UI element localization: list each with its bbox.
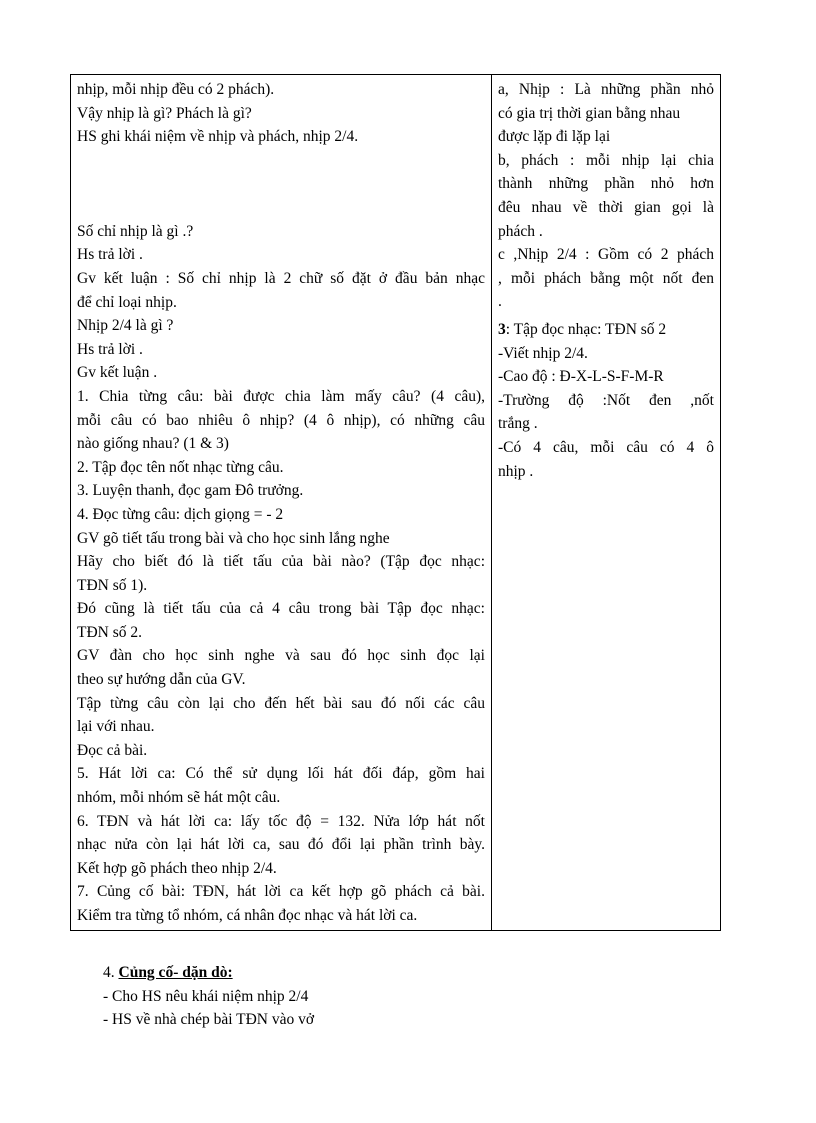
text-line: . (498, 293, 502, 311)
text-line: được lặp đi lặp lại (498, 128, 611, 146)
text-line: Vậy nhịp là gì? Phách là gì? (77, 104, 252, 122)
text-line: , mỗi phách bằng một nốt đen (498, 269, 714, 287)
text-line: Gv kết luận : Số chỉ nhịp là 2 chữ số đặt ở đầu bản nhạc (77, 269, 485, 287)
text-line: Kết hợp gõ phách theo nhịp 2/4. (77, 859, 277, 877)
consolidation-section (103, 961, 314, 1032)
section-number: 3 (498, 320, 506, 338)
text-line: có gia trị thời gian bằng nhau (498, 104, 681, 122)
footer-heading-label: Củng cố- dặn dò: (118, 964, 233, 981)
text-line: trắng . (498, 415, 538, 433)
text-line: -Có 4 câu, mỗi câu có 4 ô (498, 438, 714, 456)
text-line: 4. Đọc từng câu: dịch giọng = - 2 (77, 505, 284, 523)
text-line: GV đàn cho học sinh nghe và sau đó học sinh đọc lại (77, 647, 485, 665)
lesson-table (70, 74, 721, 931)
right-top-block (498, 78, 714, 314)
text-line: 1. Chia từng câu: bài được chia làm mấy câu? (4 câu), (77, 387, 485, 405)
text-line: 7. Củng cố bài: TĐN, hát lời ca kết hợp gõ phách cả bài. (77, 883, 485, 901)
text-line: Nhịp 2/4 là gì ? (77, 317, 174, 335)
text-line: thành những phần nhỏ hơn (498, 175, 714, 193)
text-line: 3. Luyện thanh, đọc gam Đô trưởng. (77, 482, 304, 500)
text-line: nhịp, mỗi nhịp đều có 2 phách). (77, 81, 275, 98)
left-main-block (77, 220, 485, 928)
footer-lines (103, 985, 314, 1032)
footer-prefix: 4. (103, 964, 119, 981)
text-line: -Trường độ :Nốt đen ,nốt (498, 391, 714, 409)
section-title: : Tập đọc nhạc: TĐN số 2 (505, 320, 667, 338)
text-line: nhóm, mỗi nhóm sẽ hát một câu. (77, 789, 281, 807)
text-line: 2. Tập đọc tên nốt nhạc từng câu. (77, 458, 284, 476)
text-line: -Viết nhịp 2/4. (498, 344, 588, 362)
text-line: lại với nhau. (77, 718, 155, 736)
text-line: Hs trả lời . (77, 340, 143, 358)
text-line: Tập từng câu còn lại cho đến hết bài sau đó nối các câu (77, 694, 485, 712)
text-line: -Cao độ : Đ-X-L-S-F-M-R (498, 368, 664, 386)
text-line: b, phách : mỗi nhịp lại chia (498, 151, 714, 169)
text-line: Số chỉ nhịp là gì .? (77, 222, 194, 240)
text-line: c ,Nhịp 2/4 : Gồm có 2 phách (498, 246, 714, 264)
text-line: a, Nhịp : Là những phần nhỏ (498, 81, 714, 98)
text-line: Đọc cả bài. (77, 741, 148, 759)
left-top-block (77, 78, 485, 149)
teaching-activities-cell (71, 75, 492, 931)
spacer (77, 149, 485, 220)
text-line: - Cho HS nêu khái niệm nhịp 2/4 (103, 987, 309, 1005)
text-line: nào giống nhau? (1 & 3) (77, 435, 229, 453)
text-line: 5. Hát lời ca: Có thể sử dụng lối hát đối đáp, gồm hai (77, 765, 485, 783)
text-line: để chỉ loại nhịp. (77, 293, 177, 311)
text-line: HS ghi khái niệm về nhịp và phách, nhịp 2/4. (77, 128, 359, 146)
content-notes-cell (492, 75, 721, 931)
text-line: theo sự hướng dẫn của GV. (77, 671, 246, 689)
text-line: phách . (498, 222, 543, 240)
footer-heading (103, 961, 314, 985)
text-line: mỗi câu có bao nhiêu ô nhịp? (4 ô nhịp), có những câu (77, 411, 485, 429)
section-heading (498, 318, 714, 342)
text-line: Hs trả lời . (77, 246, 143, 264)
text-line: GV gõ tiết tấu trong bài và cho học sinh lắng nghe (77, 529, 390, 547)
text-line: TĐN số 1). (77, 576, 148, 594)
text-line: 6. TĐN và hát lời ca: lấy tốc độ = 132. Nửa lớp hát nốt (77, 812, 485, 830)
text-line: - HS về nhà chép bài TĐN vào vở (103, 1011, 315, 1029)
text-line: Kiểm tra từng tổ nhóm, cá nhân đọc nhạc và hát lời ca. (77, 907, 418, 924)
text-line: Gv kết luận . (77, 364, 158, 382)
text-line: nhịp . (498, 462, 534, 480)
text-line: Đó cũng là tiết tấu của cả 4 câu trong bài Tập đọc nhạc: (77, 600, 485, 618)
table-row (71, 75, 721, 931)
text-line: đêu nhau về thời gian gọi là (498, 198, 714, 216)
text-line: nhạc nửa còn lại hát lời ca, sau đó đổi lại phần trình bày. (77, 836, 485, 854)
right-section-block (498, 342, 714, 484)
text-line: Hãy cho biết đó là tiết tấu của bài nào? (Tập đọc nhạc: (77, 553, 485, 571)
text-line: TĐN số 2. (77, 623, 143, 641)
